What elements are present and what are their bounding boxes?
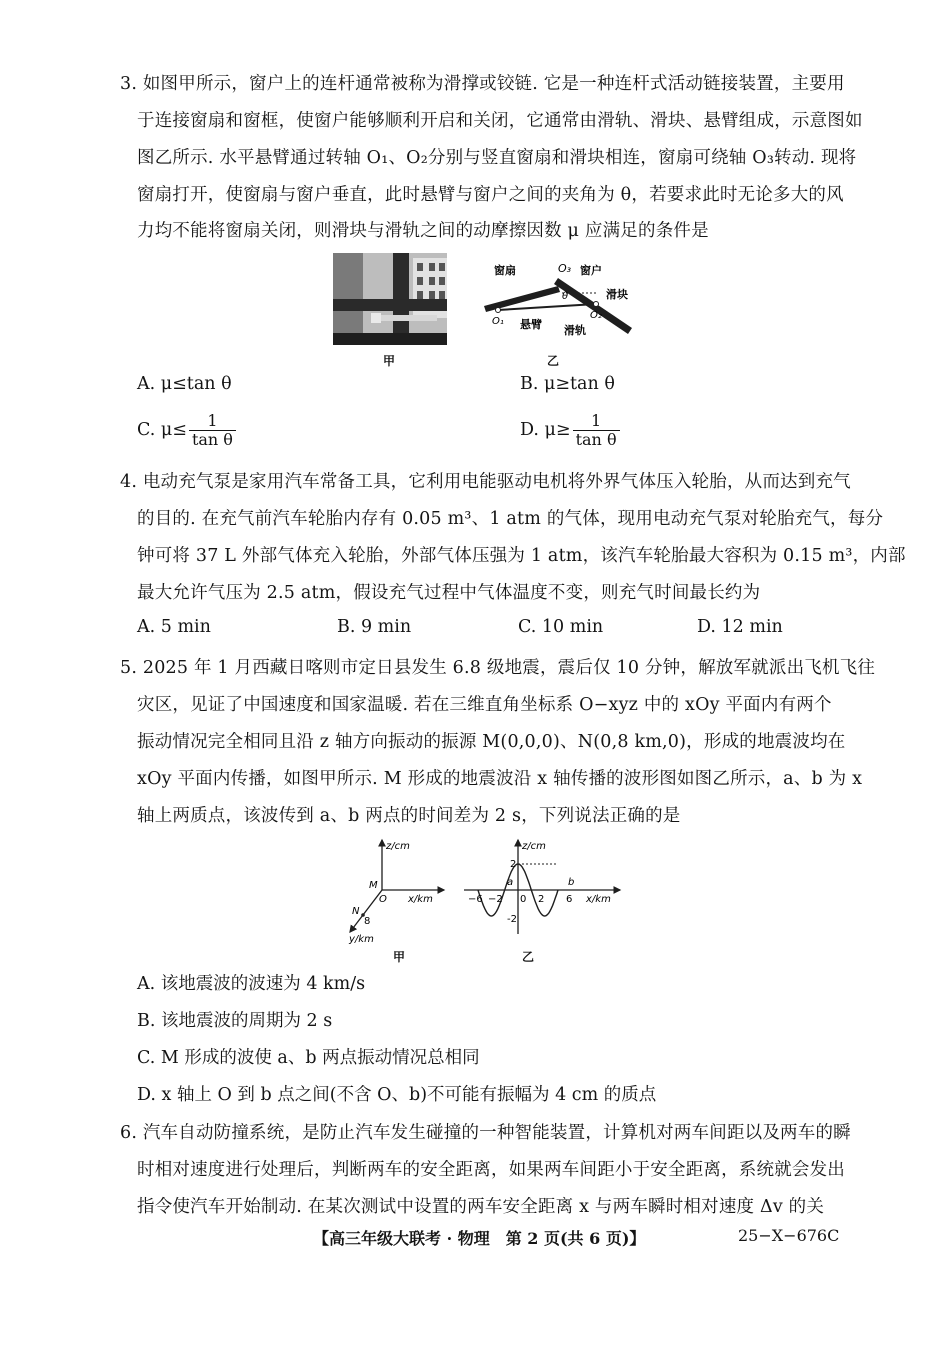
label-arm: 悬臂 <box>520 318 542 331</box>
tick-label: 6 <box>566 894 573 905</box>
q5-option-d: D. x 轴上 O 到 b 点之间(不含 O、b)不可能有振幅为 4 cm 的质点 <box>137 1085 657 1105</box>
tick-label: −2 <box>488 894 503 905</box>
q6-line-1: 6. 汽车自动防撞系统，是防止汽车发生碰撞的一种智能装置，计算机对两车间距以及两车的瞬 <box>120 1123 851 1143</box>
q5-figure-yi-waveform <box>462 836 622 946</box>
q3-option-a: A. μ≤tan θ <box>137 374 232 394</box>
q4-line-4: 最大允许气压为 2.5 atm，假设充气过程中气体温度不变，则充气时间最长约为 <box>137 583 761 603</box>
point-a-label: a <box>507 877 514 888</box>
q5-option-b: B. 该地震波的周期为 2 s <box>137 1011 333 1031</box>
n-coordinate-label: 8 <box>364 916 371 927</box>
q4-option-b: B. 9 min <box>337 617 412 637</box>
y-axis-label: y/km <box>349 934 374 945</box>
q6-line-2: 时相对速度进行处理后，判断两车的安全距离，如果两车间距小于安全距离，系统就会发出 <box>137 1160 845 1180</box>
window-photo-illustration <box>333 253 447 345</box>
tick-label: 0 <box>520 894 527 905</box>
label-o2: O₂ <box>590 310 602 321</box>
q4-line-1: 4. 电动充气泵是家用汽车常备工具，它利用电能驱动电机将外界气体压入轮胎，从而达到充气 <box>120 472 851 492</box>
q3-option-c-fraction <box>189 412 236 449</box>
x-axis-label: x/km <box>408 894 433 905</box>
q3-line-5: 力均不能将窗扇关闭，则滑块与滑轨之间的动摩擦因数 μ 应满足的条件是 <box>137 221 709 241</box>
q4-option-d: D. 12 min <box>697 617 783 637</box>
q5-line-5: 轴上两质点，该波传到 a、b 两点的时间差为 2 s，下列说法正确的是 <box>137 806 681 826</box>
label-window: 窗户 <box>580 264 602 277</box>
q3-figure-jia-caption: 甲 <box>383 354 396 368</box>
label-rail: 滑轨 <box>564 324 586 337</box>
label-window-sash: 窗扇 <box>494 264 516 277</box>
q5-figure-jia-caption: 甲 <box>393 950 406 964</box>
q5-line-3: 振动情况完全相同且沿 z 轴方向振动的振源 M(0,0,0)、N(0,8 km,0)，形成的地震波均在 <box>137 732 846 752</box>
q3-figure-yi-diagram <box>478 258 648 350</box>
q5-option-c: C. M 形成的波使 a、b 两点振动情况总相同 <box>137 1048 480 1068</box>
q5-line-1: 5. 2025 年 1 月西藏日喀则市定日县发生 6.8 级地震，震后仅 10 分钟，解放军就派出飞机飞往 <box>120 658 876 678</box>
page-footer-code: 25−X−676C <box>738 1226 840 1245</box>
q4-line-3: 钟可将 37 L 外部气体充入轮胎，外部气体压强为 1 atm，该汽车轮胎最大容积为 0.15 m³，内部 <box>137 546 906 566</box>
pivot-o2 <box>594 302 599 307</box>
source-m-label: M <box>369 880 378 891</box>
neg-amplitude-label: -2 <box>507 914 517 925</box>
q3-option-c <box>137 412 236 449</box>
q4-option-c: C. 10 min <box>518 617 604 637</box>
q3-option-c-prefix: C. μ≤ <box>137 420 187 440</box>
fraction-numerator: 1 <box>189 412 236 431</box>
q5-option-a: A. 该地震波的波速为 4 km/s <box>137 974 366 994</box>
q5-figure-yi-caption: 乙 <box>522 950 535 964</box>
q3-option-d-fraction <box>573 412 620 449</box>
tick-label: 2 <box>538 894 545 905</box>
amplitude-label: 2 <box>510 859 517 870</box>
q3-option-d <box>520 412 620 449</box>
origin-label: O <box>379 894 387 905</box>
label-o3: O₃ <box>558 262 572 275</box>
fraction-denominator: tan θ <box>191 430 233 449</box>
label-o1: O₁ <box>492 316 504 327</box>
q3-line-3: 图乙所示. 水平悬臂通过转轴 O₁、O₂分别与竖直窗扇和滑块相连，窗扇可绕轴 O₃转动. 现将 <box>137 148 857 168</box>
fraction-denominator: tan θ <box>575 430 617 449</box>
q5-figure-jia-axes <box>336 836 448 946</box>
q4-line-2: 的目的. 在充气前汽车轮胎内存有 0.05 m³、1 atm 的气体，现用电动充气泵对轮胎充气，每分 <box>137 509 884 529</box>
q3-option-d-prefix: D. μ≥ <box>520 420 571 440</box>
q3-option-b: B. μ≥tan θ <box>520 374 615 394</box>
q3-line-2: 于连接窗扇和窗框，使窗户能够顺利开启和关闭，它通常由滑轨、滑块、悬臂组成，示意图如 <box>137 111 863 131</box>
page-footer-title: 【高三年级大联考 · 物理 第 2 页(共 6 页)】 <box>313 1229 646 1248</box>
source-n-label: N <box>352 906 360 917</box>
q3-line-1: 3. 如图甲所示，窗户上的连杆通常被称为滑撑或铰链. 它是一种连杆式活动链接装置，主要用 <box>120 74 845 94</box>
q5-line-4: xOy 平面内传播，如图甲所示. M 形成的地震波沿 x 轴传播的波形图如图乙所示，a、b 为 x <box>137 769 863 789</box>
q3-figure-yi-caption: 乙 <box>547 354 560 368</box>
q3-line-4: 窗扇打开，使窗扇与窗户垂直，此时悬臂与窗户之间的夹角为 θ，若要求此时无论多大的风 <box>137 185 844 205</box>
cantilever-arm <box>498 304 596 310</box>
x-axis-label: x/km <box>586 894 611 905</box>
z-axis-label: z/cm <box>522 841 546 852</box>
q5-line-2: 灾区，见证了中国速度和国家温暖. 若在三维直角坐标系 O−xyz 中的 xOy 平面内有两个 <box>137 695 832 715</box>
tick-label: −6 <box>468 894 483 905</box>
pivot-o1 <box>496 308 501 313</box>
point-b-label: b <box>568 877 575 888</box>
label-slider: 滑块 <box>606 288 628 301</box>
label-theta: θ <box>562 291 569 302</box>
q3-figure-jia-photo <box>333 253 447 345</box>
q4-option-a: A. 5 min <box>137 617 211 637</box>
fraction-numerator: 1 <box>573 412 620 431</box>
q6-line-3: 指令使汽车开始制动. 在某次测试中设置的两车安全距离 x 与两车瞬时相对速度 Δv 的关 <box>137 1197 825 1217</box>
z-axis-label: z/cm <box>386 841 410 852</box>
